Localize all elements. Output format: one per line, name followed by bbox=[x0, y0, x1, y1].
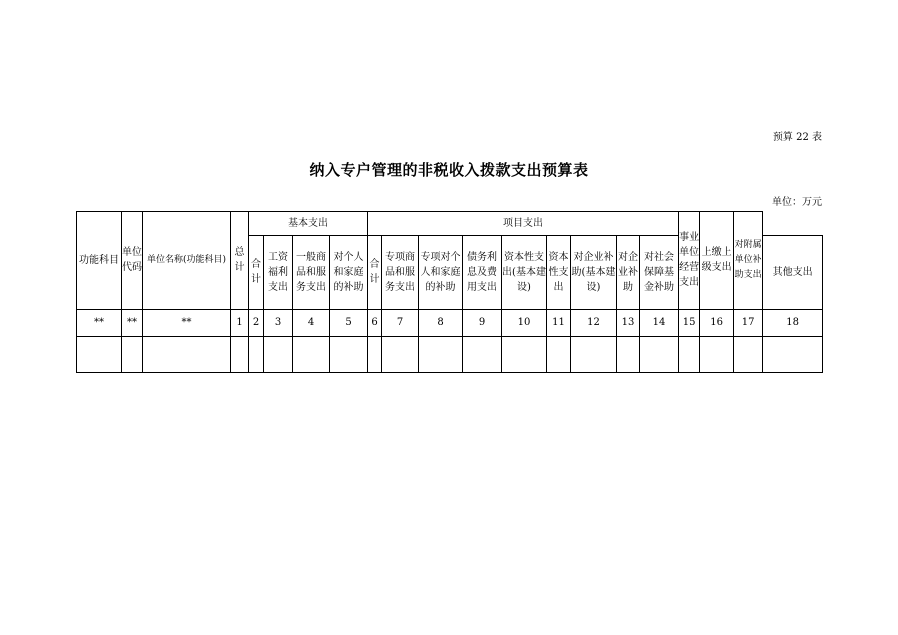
header-unit-name: 单位名称(功能科目) bbox=[143, 212, 231, 310]
data-cell bbox=[617, 336, 640, 372]
header-goods-services: 一般商品和服务支出 bbox=[293, 236, 330, 309]
data-cell bbox=[293, 336, 330, 372]
index-cell: 6 bbox=[368, 309, 382, 336]
data-cell bbox=[368, 336, 382, 372]
data-cell bbox=[463, 336, 502, 372]
index-cell: 3 bbox=[264, 309, 293, 336]
header-unit-code: 单位代码 bbox=[122, 212, 143, 310]
header-social-security: 对社会保障基金补助 bbox=[640, 236, 679, 309]
unit-label: 单位：万元 bbox=[772, 197, 822, 208]
index-cell: 14 bbox=[640, 309, 679, 336]
index-cell: 15 bbox=[679, 309, 700, 336]
header-basic-sum: 合计 bbox=[249, 236, 264, 309]
index-cell: 10 bbox=[502, 309, 547, 336]
index-cell: 13 bbox=[617, 309, 640, 336]
header-personal-subsidy: 对个人和家庭的补助 bbox=[330, 236, 368, 309]
data-row-empty bbox=[77, 336, 823, 372]
data-cell bbox=[264, 336, 293, 372]
header-project-personal: 专项对个人和家庭的补助 bbox=[419, 236, 463, 309]
header-basic-group: 基本支出 bbox=[249, 212, 368, 236]
header-project-goods: 专项商品和服务支出 bbox=[382, 236, 419, 309]
data-cell bbox=[122, 336, 143, 372]
data-cell bbox=[640, 336, 679, 372]
header-capital: 资本性支出 bbox=[547, 236, 571, 309]
data-cell bbox=[547, 336, 571, 372]
header-project-sum: 合计 bbox=[368, 236, 382, 309]
index-cell: ** bbox=[77, 309, 122, 336]
header-upper-turnover: 上缴上级支出 bbox=[700, 212, 734, 310]
index-cell: 16 bbox=[700, 309, 734, 336]
index-cell: 4 bbox=[293, 309, 330, 336]
index-cell: 11 bbox=[547, 309, 571, 336]
header-undertaking-operation: 事业单位经营支出 bbox=[679, 212, 700, 310]
data-cell bbox=[77, 336, 122, 372]
index-cell: 12 bbox=[571, 309, 617, 336]
header-capital-basic: 资本性支出(基本建设) bbox=[502, 236, 547, 309]
index-cell: ** bbox=[143, 309, 231, 336]
budget-table bbox=[76, 211, 823, 373]
data-cell bbox=[143, 336, 231, 372]
header-affiliated-subsidy: 对附属单位补助支出 bbox=[734, 212, 763, 310]
header-enterprise-basic: 对企业补助(基本建设) bbox=[571, 236, 617, 309]
data-cell bbox=[679, 336, 700, 372]
table-number: 预算 22 表 bbox=[772, 132, 822, 143]
index-cell: 7 bbox=[382, 309, 419, 336]
data-cell bbox=[419, 336, 463, 372]
index-cell: 18 bbox=[763, 309, 823, 336]
data-cell bbox=[249, 336, 264, 372]
header-wages: 工资福利支出 bbox=[264, 236, 293, 309]
data-cell bbox=[231, 336, 249, 372]
data-cell bbox=[502, 336, 547, 372]
index-cell: 9 bbox=[463, 309, 502, 336]
index-row bbox=[77, 309, 823, 336]
data-cell bbox=[382, 336, 419, 372]
page-title: 纳入专户管理的非税收入拨款支出预算表 bbox=[309, 161, 589, 179]
data-cell bbox=[734, 336, 763, 372]
header-project-group: 项目支出 bbox=[368, 212, 679, 236]
header-other: 其他支出 bbox=[763, 236, 823, 309]
header-total: 总计 bbox=[231, 212, 249, 310]
data-cell bbox=[571, 336, 617, 372]
index-cell: 17 bbox=[734, 309, 763, 336]
header-enterprise-subsidy: 对企业补助 bbox=[617, 236, 640, 309]
header-row-group bbox=[77, 212, 823, 236]
index-cell: ** bbox=[122, 309, 143, 336]
header-debt-interest: 债务利息及费用支出 bbox=[463, 236, 502, 309]
index-cell: 1 bbox=[231, 309, 249, 336]
data-cell bbox=[700, 336, 734, 372]
index-cell: 2 bbox=[249, 309, 264, 336]
index-cell: 5 bbox=[330, 309, 368, 336]
data-cell bbox=[330, 336, 368, 372]
header-func-subject: 功能科目 bbox=[77, 212, 122, 310]
index-cell: 8 bbox=[419, 309, 463, 336]
data-cell bbox=[763, 336, 823, 372]
